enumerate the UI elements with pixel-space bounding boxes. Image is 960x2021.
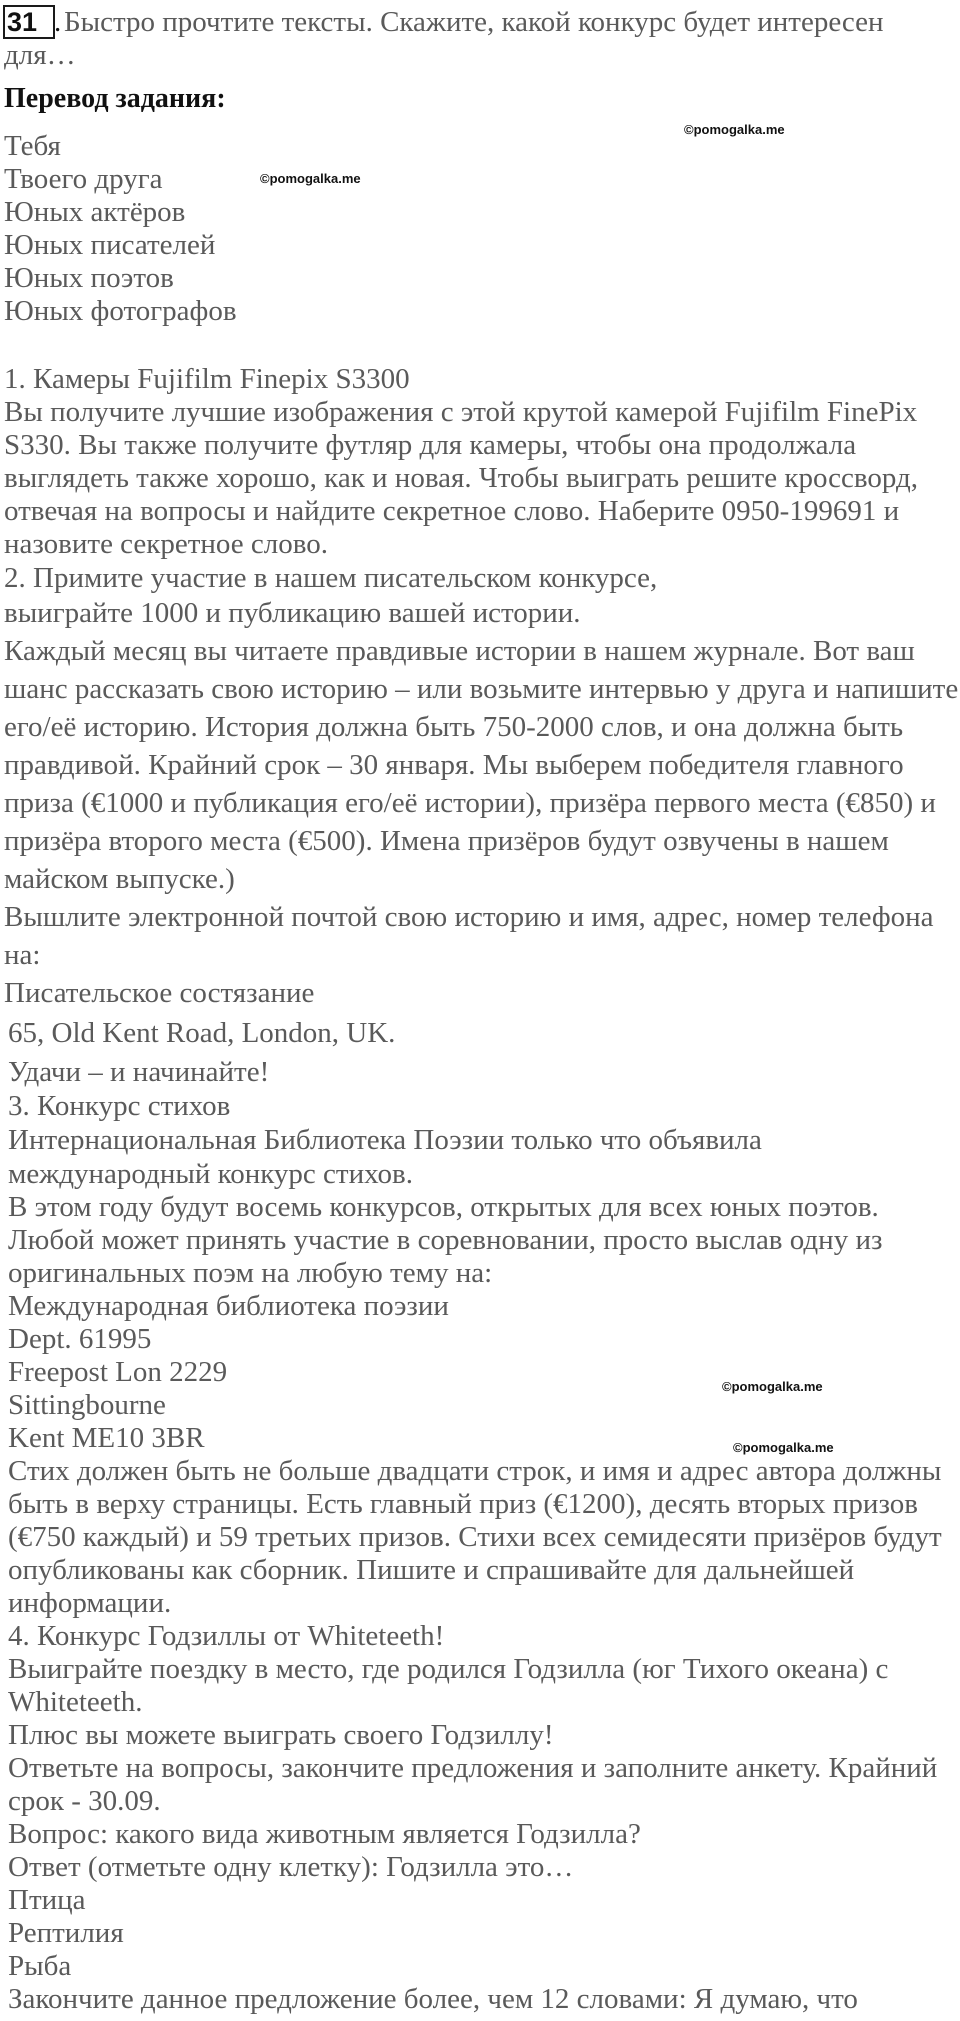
text-line: Стих должен быть не больше двадцати строк, и имя и адрес автора должны [8, 1455, 942, 1487]
answer-option-bird: Птица [8, 1884, 86, 1916]
text-line: Dept. 61995 [8, 1323, 152, 1355]
text-line: Sittingbourne [8, 1389, 166, 1421]
text-line: Плюс вы можете выиграть своего Годзиллу! [8, 1719, 554, 1751]
text-line: быть в верху страницы. Есть главный приз (€1200), десять вторых призов [8, 1488, 918, 1520]
text-line: Интернациональная Библиотека Поэзии только что объявила [8, 1124, 762, 1156]
text-line: В этом году будут восемь конкурсов, открытых для всех юных поэтов. [8, 1191, 879, 1223]
text-line: Whiteteeth. [8, 1686, 143, 1718]
text-line: оригинальных поэм на любую тему на: [8, 1257, 493, 1289]
text-line: опубликованы как сборник. Пишите и спрашивайте для дальнейшей [8, 1554, 855, 1586]
task-instruction-line-1: Быстро прочтите тексты. Скажите, какой конкурс будет интересен [64, 6, 884, 38]
task-number-dot: . [54, 6, 62, 38]
text-line: Каждый месяц вы читаете правдивые истории в нашем журнале. Вот ваш [4, 635, 915, 667]
option-young-photographers: Юных фотографов [4, 295, 237, 327]
text-line: на: [4, 939, 41, 971]
text-line: Ответ (отметьте одну клетку): Годзилла это… [8, 1851, 574, 1883]
text-line: международный конкурс стихов. [8, 1158, 413, 1190]
text-line: 65, Old Kent Road, London, UK. [8, 1017, 396, 1049]
text-line: Kent ME10 3BR [8, 1422, 205, 1454]
option-young-writers: Юных писателей [4, 229, 216, 261]
answer-option-fish: Рыба [8, 1950, 72, 1982]
text-line: Выиграйте поездку в место, где родился Годзилла (юг Тихого океана) с [8, 1653, 889, 1685]
text-3-title: 3. Конкурс стихов [8, 1090, 231, 1122]
watermark: ©pomogalka.me [684, 122, 785, 137]
text-line: информации. [8, 1587, 172, 1619]
text-line: Ответьте на вопросы, закончите предложения и заполните анкету. Крайний [8, 1752, 938, 1784]
text-4-title: 4. Конкурс Годзиллы от Whiteteeth! [8, 1620, 445, 1652]
text-line: Вышлите электронной почтой свою историю и имя, адрес, номер телефона [4, 901, 934, 933]
text-line: Freepost Lon 2229 [8, 1356, 228, 1388]
text-line: выиграйте 1000 и публикацию вашей истории. [4, 597, 581, 629]
task-number: 31 [3, 5, 55, 39]
text-line: правдивой. Крайний срок – 30 января. Мы выберем победителя главного [4, 749, 904, 781]
text-line: S330. Вы также получите футляр для камеры, чтобы она продолжала [4, 429, 857, 461]
task-instruction-line-2: для… [4, 39, 76, 71]
text-line: Писательское состязание [4, 977, 315, 1009]
watermark: ©pomogalka.me [733, 1440, 834, 1455]
option-you: Тебя [4, 130, 61, 162]
text-line: Любой может принять участие в соревновании, просто выслав одну из [8, 1224, 883, 1256]
text-line: шанс рассказать свою историю – или возьмите интервью у друга и напишите [4, 673, 959, 705]
text-2-title: 2. Примите участие в нашем писательском конкурсе, [4, 562, 658, 594]
text-line: Международная библиотека поэзии [8, 1290, 449, 1322]
text-line: майском выпуске.) [4, 863, 235, 895]
option-young-poets: Юных поэтов [4, 262, 174, 294]
text-1-title: 1. Камеры Fujifilm Finepix S3300 [4, 363, 410, 395]
text-line: Удачи – и начинайте! [8, 1056, 270, 1088]
text-line: назовите секретное слово. [4, 528, 328, 560]
watermark: ©pomogalka.me [260, 171, 361, 186]
option-young-actors: Юных актёров [4, 196, 186, 228]
text-line: отвечая на вопросы и найдите секретное слово. Наберите 0950-199691 и [4, 495, 900, 527]
translation-heading: Перевод задания: [4, 83, 226, 114]
text-line: его/её историю. История должна быть 750-2000 слов, и она должна быть [4, 711, 904, 743]
text-line: призёра второго места (€500). Имена призёров будут озвучены в нашем [4, 825, 889, 857]
text-line: приза (€1000 и публикация его/её истории), призёра первого места (€850) и [4, 787, 936, 819]
text-line: срок - 30.09. [8, 1785, 161, 1817]
text-line: Вопрос: какого вида животным является Годзилла? [8, 1818, 641, 1850]
text-line: Закончите данное предложение более, чем 12 словами: Я думаю, что [8, 1983, 858, 2015]
option-friend: Твоего друга [4, 163, 163, 195]
text-line: (€750 каждый) и 59 третьих призов. Стихи всех семидесяти призёров будут [8, 1521, 942, 1553]
answer-option-reptile: Рептилия [8, 1917, 124, 1949]
text-line: Вы получите лучшие изображения с этой крутой камерой Fujifilm FinePix [4, 396, 918, 428]
text-line: выглядеть также хорошо, как и новая. Чтобы выиграть решите кроссворд, [4, 462, 919, 494]
watermark: ©pomogalka.me [722, 1379, 823, 1394]
